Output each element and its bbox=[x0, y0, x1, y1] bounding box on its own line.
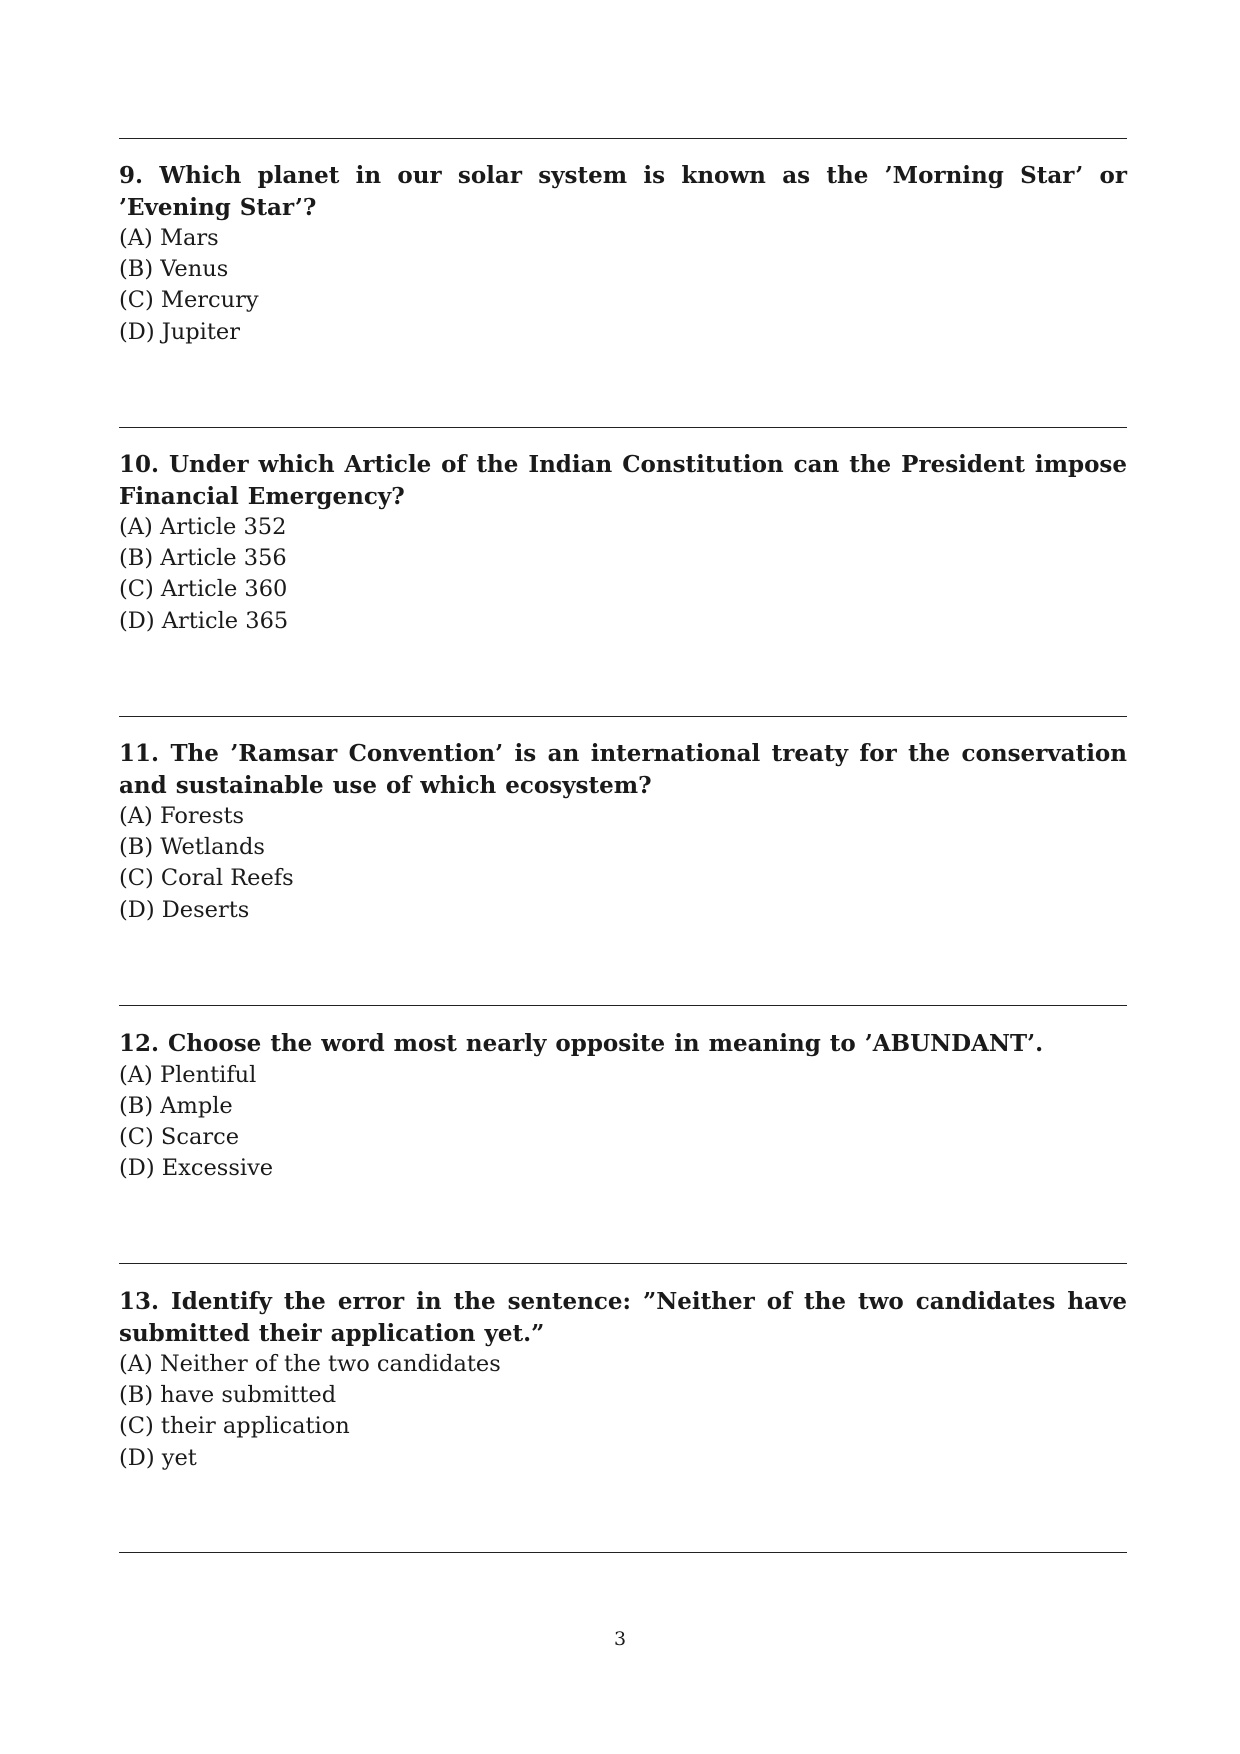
option-list bbox=[119, 512, 1127, 637]
option-b: (B) Ample bbox=[119, 1092, 233, 1119]
option-list bbox=[119, 223, 1127, 348]
question-stem: 10. Under which Article of the Indian Constitution can the President impose Financial Emergency? bbox=[119, 451, 1127, 510]
option-c: (C) Coral Reefs bbox=[119, 865, 294, 892]
question-stem: 12. Choose the word most nearly opposite in meaning to ’ABUNDANT’. bbox=[119, 1030, 1044, 1057]
divider bbox=[119, 1263, 1127, 1264]
option-d: (D) Jupiter bbox=[119, 318, 240, 345]
option-b: (B) Wetlands bbox=[119, 834, 265, 861]
divider bbox=[119, 427, 1127, 428]
divider bbox=[119, 138, 1127, 139]
option-list bbox=[119, 801, 1127, 926]
question-stem: 11. The ’Ramsar Convention’ is an international treaty for the conservation and sustainable use of which ecosystem? bbox=[119, 740, 1127, 799]
page-number: 3 bbox=[613, 1628, 627, 1650]
question-stem: 13. Identify the error in the sentence: ”Neither of the two candidates have submitted their application yet.” bbox=[119, 1288, 1127, 1347]
option-a: (A) Neither of the two candidates bbox=[119, 1351, 501, 1377]
option-a: (A) Plentiful bbox=[119, 1061, 257, 1088]
question-11 bbox=[119, 738, 1127, 926]
divider bbox=[119, 1552, 1127, 1553]
option-b: (B) have submitted bbox=[119, 1382, 337, 1409]
option-c: (C) Scarce bbox=[119, 1123, 240, 1150]
option-b: (B) Article 356 bbox=[119, 545, 287, 572]
option-d: (D) yet bbox=[119, 1444, 197, 1471]
question-stem: 9. Which planet in our solar system is known as the ’Morning Star’ or ’Evening Star’? bbox=[119, 162, 1127, 221]
option-d: (D) Article 365 bbox=[119, 607, 289, 634]
question-9 bbox=[119, 160, 1127, 348]
option-c: (C) Article 360 bbox=[119, 576, 288, 603]
question-12 bbox=[119, 1028, 1127, 1184]
option-b: (B) Venus bbox=[119, 256, 229, 283]
divider bbox=[119, 716, 1127, 717]
option-a: (A) Article 352 bbox=[119, 514, 287, 540]
option-a: (A) Mars bbox=[119, 225, 219, 251]
option-d: (D) Deserts bbox=[119, 896, 250, 923]
option-list bbox=[119, 1349, 1127, 1474]
option-c: (C) Mercury bbox=[119, 287, 259, 314]
question-10 bbox=[119, 449, 1127, 637]
divider bbox=[119, 1005, 1127, 1006]
option-c: (C) their application bbox=[119, 1413, 350, 1440]
question-13 bbox=[119, 1286, 1127, 1474]
option-a: (A) Forests bbox=[119, 803, 245, 829]
option-d: (D) Excessive bbox=[119, 1155, 274, 1182]
option-list bbox=[119, 1060, 1127, 1185]
